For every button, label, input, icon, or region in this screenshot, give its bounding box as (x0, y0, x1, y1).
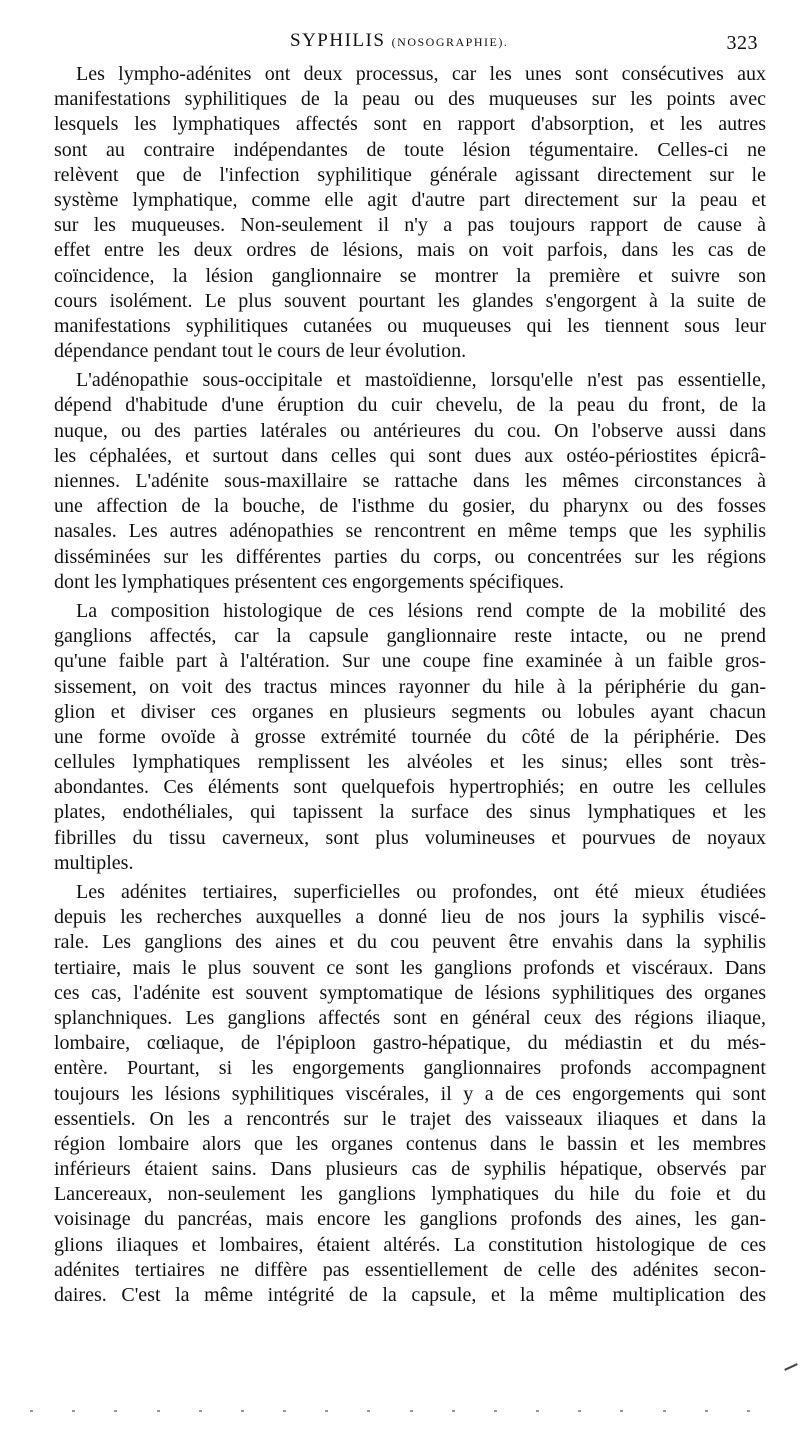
text-line: manifestations syphilitiques cutanées ou muqueuses qui les tiennent sous leur (54, 314, 766, 337)
text-line: sont au contraire indépendantes de toute lésion tégumentaire. Celles-ci ne (54, 138, 766, 161)
text-line: adénites tertiaires ne diffère pas essentiellement de celle des adénites secon- (54, 1258, 766, 1281)
text-line: une forme ovoïde à grosse extrémité tournée du côté de la périphérie. Des (54, 725, 766, 748)
text-line: depuis les recherches auxquelles a donné lieu de nos jours la syphilis viscé- (54, 906, 766, 929)
text-line: nasales. Les autres adénopathies se rencontrent en même temps que les syphilis (54, 520, 766, 543)
running-title-main: SYPHILIS (290, 30, 386, 51)
text-line: essentiels. On les a rencontrés sur le trajet des vaisseaux iliaques et dans la (54, 1107, 766, 1130)
text-line: qu'une faible part à l'altération. Sur une coupe fine examinée à un faible gros- (54, 650, 766, 673)
text-line: entère. Pourtant, si les engorgements ganglionnaires profonds accompagnent (54, 1057, 766, 1080)
text-line: sur les muqueuses. Non-seulement il n'y a pas toujours rapport de cause à (54, 214, 766, 237)
page-number: 323 (726, 32, 758, 54)
edge-mark (784, 1363, 798, 1371)
text-line: dont les lymphatiques présentent ces engorgements spécifiques. (54, 570, 565, 593)
text-line: Lancereaux, non-seulement les ganglions lymphatiques du hile du foie et du (54, 1183, 766, 1206)
text-line: cours isolément. Le plus souvent pourtant les glandes s'engorgent à la suite de (54, 289, 766, 312)
text-line: ganglions affectés, car la capsule ganglionnaire reste intacte, ou ne prend (54, 625, 766, 648)
text-line: les céphalées, et surtout dans celles qui sont dues aux ostéo-périostites épicrâ- (54, 444, 766, 467)
text-line: voisinage du pancréas, mais encore les ganglions profonds des aines, les gan- (54, 1208, 766, 1231)
text-line: relèvent que de l'infection syphilitique générale agissant directement sur le (54, 163, 766, 186)
text-line: splanchniques. Les ganglions affectés sont en général ceux des régions iliaque, (54, 1006, 766, 1029)
text-line: effet entre les deux ordres de lésions, mais on voit parfois, dans les cas de (54, 239, 766, 262)
text-line: glions iliaques et lombaires, étaient altérés. La constitution histologique de ces (54, 1233, 766, 1256)
paragraph (54, 62, 766, 364)
text-line: lesquels les lymphatiques affectés sont en rapport d'absorption, et les autres (54, 113, 766, 136)
text-line: une affection de la bouche, de l'isthme du gosier, du pharynx ou des fosses (54, 495, 766, 518)
text-line: niennes. L'adénite sous-maxillaire se rattache dans les mêmes circonstances à (54, 470, 766, 492)
text-line: région lombaire alors que les organes contenus dans le bassin et les membres (54, 1132, 766, 1155)
text-line: Les lympho-adénites ont deux processus, car les unes sont consécutives aux (76, 63, 766, 85)
text-line: abondantes. Ces éléments sont quelquefois hypertrophiés; en outre les cellules (54, 776, 766, 799)
body-text (54, 62, 766, 1312)
text-line: multiples. (54, 851, 134, 874)
text-line: daires. C'est la même intégrité de la capsule, et la même multiplication des (54, 1284, 766, 1306)
paragraph (54, 880, 766, 1308)
text-line: rale. Les ganglions des aines et du cou peuvent être envahis dans la syphilis (54, 931, 766, 954)
text-line: sissement, on voit des tractus minces rayonner du hile à la périphérie du gan- (54, 675, 766, 698)
text-line: coïncidence, la lésion ganglionnaire se montrer la première et suivre son (54, 264, 766, 287)
paragraph (54, 368, 766, 595)
paragraph (54, 599, 766, 876)
text-line: disséminées sur les différentes parties du corps, ou concentrées sur les régions (54, 545, 766, 568)
text-line: L'adénopathie sous-occipitale et mastoïdienne, lorsqu'elle n'est pas essentielle, (76, 369, 766, 392)
text-line: ces cas, l'adénite est souvent symptomatique de lésions syphilitiques des organes (54, 981, 766, 1004)
text-line: tertiaire, mais le plus souvent ce sont les ganglions profonds et viscéraux. Dans (54, 956, 766, 979)
text-line: glion et diviser ces organes en plusieurs segments ou lobules ayant chacun (54, 700, 766, 723)
text-line: inférieurs étaient sains. Dans plusieurs cas de syphilis hépatique, observés par (54, 1158, 766, 1181)
text-line: système lymphatique, comme elle agit d'autre part directement sur la peau et (54, 188, 766, 211)
text-line: cellules lymphatiques remplissent les alvéoles et les sinus; elles sont très- (54, 751, 766, 774)
text-line: plates, endothéliales, qui tapissent la surface des sinus lymphatiques et les (54, 801, 766, 824)
text-line: La composition histologique de ces lésions rend compte de la mobilité des (76, 599, 766, 622)
footer-print-marks (30, 1410, 750, 1416)
text-line: fibrilles du tissu caverneux, sont plus volumineuses et pourvues de noyaux (54, 826, 766, 849)
text-line: nuque, ou des parties latérales ou antérieures du cou. On l'observe aussi dans (54, 419, 766, 442)
text-line: manifestations syphilitiques de la peau ou des muqueuses sur les points avec (54, 88, 766, 111)
running-title-subtitle: (NOSOGRAPHIE). (391, 35, 509, 49)
text-line: Les adénites tertiaires, superficielles ou profondes, ont été mieux étudiées (76, 881, 766, 903)
text-line: dépendance pendant tout le cours de leur évolution. (54, 340, 467, 363)
text-line: toujours les lésions syphilitiques viscérales, il y a de ces engorgements qui sont (54, 1082, 766, 1105)
running-head (0, 30, 800, 54)
text-line: dépend d'habitude d'une éruption du cuir chevelu, de la peau du front, de la (54, 394, 766, 417)
text-line: lombaire, cœliaque, de l'épiploon gastro-hépatique, du médiastin et du més- (54, 1032, 766, 1055)
running-title (290, 30, 508, 52)
